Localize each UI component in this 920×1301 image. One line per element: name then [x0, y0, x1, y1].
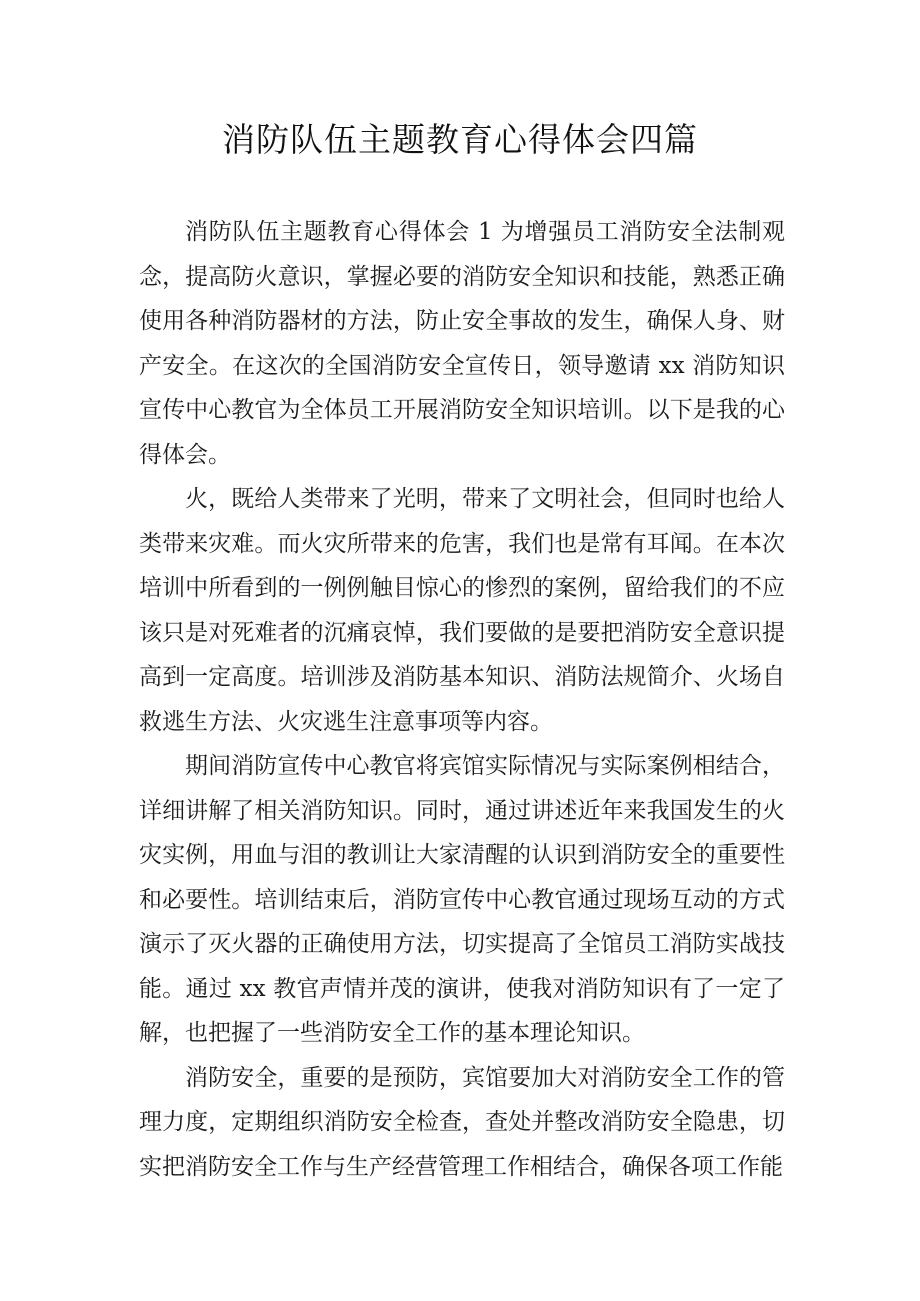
paragraph-1: 消防队伍主题教育心得体会 1 为增强员工消防安全法制观念，提高防火意识，掌握必要的消防安全知识和技能，熟悉正确使用各种消防器材的方法，防止安全事故的发生，确保人身、财产安全。在这次的全国消防安全宣传日，领导邀请 xx 消防知识宣传中心教官为全体员工开展消防安全知识培训。以下是我的心得体会。: [139, 219, 785, 468]
document-title: 消防队伍主题教育心得体会四篇: [222, 120, 698, 159]
paragraph-3: 期间消防宣传中心教官将宾馆实际情况与实际案例相结合，详细讲解了相关消防知识。同时，通过讲述近年来我国发生的火灾实例，用血与泪的教训让大家清醒的认识到消防安全的重要性和必要性。培训结束后，消防宣传中心教官通过现场互动的方式演示了灭火器的正确使用方法，切实提高了全馆员工消防实战技能。通过 xx 教官声情并茂的演讲，使我对消防知识有了一定了解，也把握了一些消防安全工作的基本理论知识。: [139, 753, 785, 1046]
paragraph-2: 火，既给人类带来了光明，带来了文明社会，但同时也给人类带来灾难。而火灾所带来的危害，我们也是常有耳闻。在本次培训中所看到的一例例触目惊心的惨烈的案例，留给我们的不应该只是对死难者的沉痛哀悼，我们要做的是要把消防安全意识提高到一定高度。培训涉及消防基本知识、消防法规简介、火场自救逃生方法、火灾逃生注意事项等内容。: [139, 486, 785, 735]
document-body: [139, 210, 785, 1189]
paragraph-4: 消防安全，重要的是预防，宾馆要加大对消防安全工作的管理力度，定期组织消防安全检查，查处并整改消防安全隐患，切实把消防安全工作与生产经营管理工作相结合，确保各项工作能: [139, 1064, 785, 1180]
